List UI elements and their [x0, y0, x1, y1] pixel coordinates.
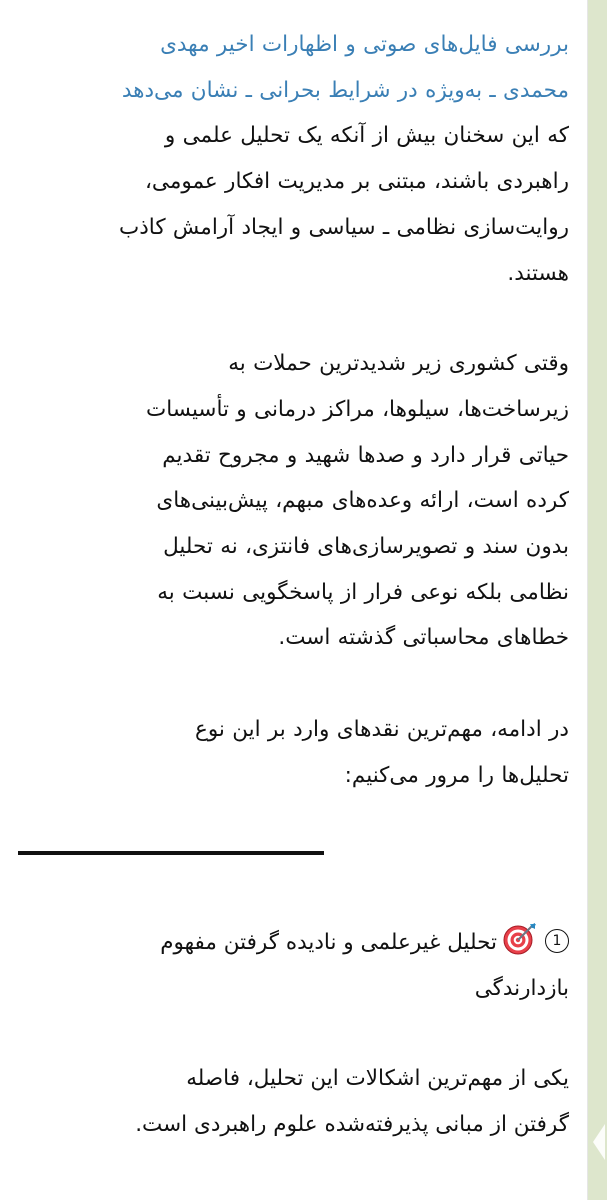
section-one-body-line-1: یکی از مهم‌ترین اشکالات این تحلیل، فاصله	[186, 1066, 569, 1092]
circled-number-one: 1	[545, 929, 569, 953]
paragraph-three-line-1: در ادامه، مهم‌ترین نقدهای وارد بر این نوع	[195, 717, 569, 743]
paragraph-two-line-2: زیرساخت‌ها، سیلوها، مراکز درمانی و تأسیسات	[145, 396, 569, 422]
paragraph-two-line-3: حیاتی قرار دارد و صدها شهید و مجروح تقدیم	[162, 442, 569, 468]
section-one-heading-line-2: بازدارندگی	[474, 975, 569, 1001]
intro-line-5: روایت‌سازی نظامی ـ سیاسی و ایجاد آرامش کاذب	[118, 214, 569, 240]
paragraph-two-line-1: وقتی کشوری زیر شدیدترین حملات به	[228, 351, 569, 377]
paragraph-two-line-7: خطاهای محاسباتی گذشته است.	[278, 625, 569, 651]
intro-link-line-2[interactable]: محمدی ـ به‌ویژه در شرایط بحرانی ـ نشان می‌دهد	[121, 77, 569, 103]
intro-link-line-1[interactable]: بررسی فایل‌های صوتی و اظهارات اخیر مهدی	[160, 32, 569, 57]
section-one-body	[18, 1056, 569, 1147]
paragraph-two-line-4: کرده است، ارائه وعده‌های مبهم، پیش‌بینی‌های	[156, 488, 569, 514]
intro-line-6: هستند.	[507, 260, 569, 286]
paragraph-gap	[18, 296, 569, 341]
scroll-to-bottom-icon[interactable]	[593, 1124, 605, 1160]
paragraph-three	[18, 707, 569, 798]
intro-paragraph	[18, 22, 569, 296]
paragraph-two-line-5: بدون سند و تصویرسازی‌های فانتزی، نه تحلیل	[163, 534, 569, 560]
section-one-heading-text-1: تحلیل غیرعلمی و نادیده گرفتن مفهوم	[160, 930, 497, 955]
intro-line-3: که این سخنان بیش از آنکه یک تحلیل علمی و	[164, 123, 569, 149]
section-one-heading-line-1	[18, 920, 569, 966]
section-one	[18, 920, 569, 1148]
paragraph-three-line-2: تحلیل‌ها را مرور می‌کنیم:	[344, 762, 569, 788]
section-divider	[18, 851, 324, 855]
section-one-heading	[18, 920, 569, 1011]
paragraph-gap	[18, 1011, 569, 1056]
message-text	[18, 22, 569, 799]
section-one-body-line-2: گرفتن از مبانی پذیرفته‌شده علوم راهبردی است.	[135, 1112, 569, 1138]
paragraph-two	[18, 341, 569, 661]
paragraph-gap	[18, 661, 569, 707]
paragraph-two-line-6: نظامی بلکه نوعی فرار از پاسخگویی نسبت به	[157, 579, 569, 605]
intro-line-4: راهبردی باشند، مبتنی بر مدیریت افکار عمومی،	[144, 169, 569, 195]
direct-hit-target-icon	[503, 922, 537, 956]
